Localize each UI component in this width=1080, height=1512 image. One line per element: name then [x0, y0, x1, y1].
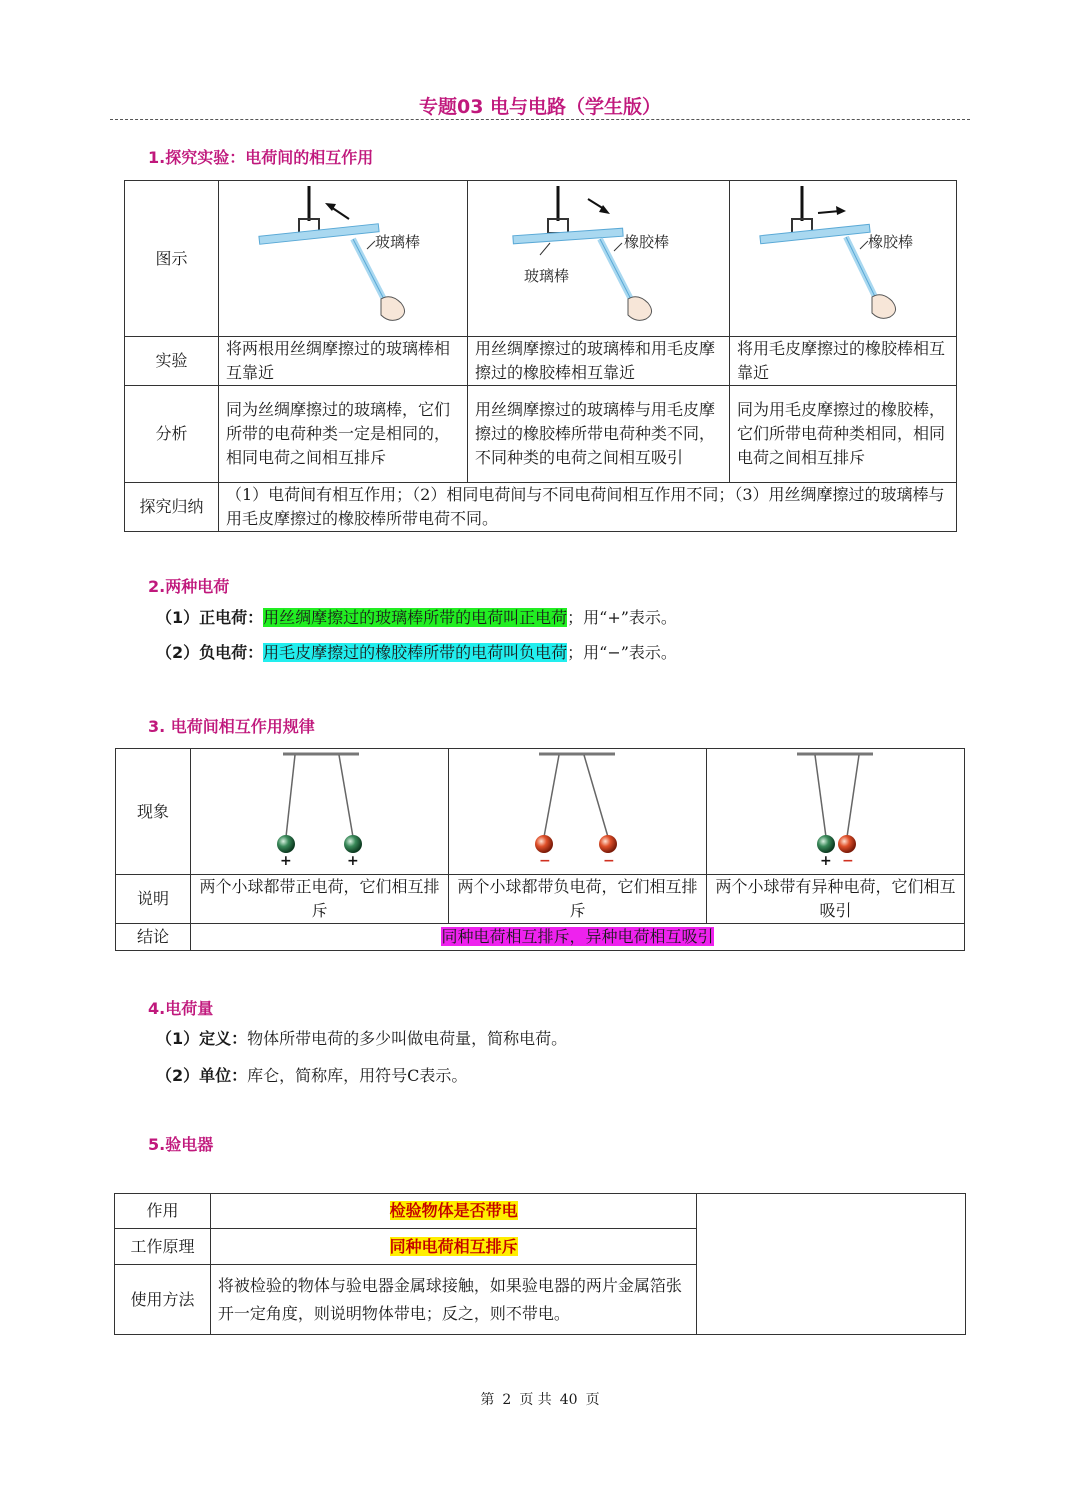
analysis-cell-3: 同为用毛皮摩擦过的橡胶棒，它们所带电荷种类相同，相同电荷之间相互排斥 — [730, 386, 957, 483]
definition-label: （1）定义： — [156, 1029, 248, 1048]
title-divider — [110, 119, 970, 120]
usage-cell: 将被检验的物体与验电器金属球接触，如果验电器的两片金属箔张开一定角度，则说明物体带电；反之，则不带电。 — [210, 1265, 696, 1335]
positive-charge-definition: 用丝绸摩擦过的玻璃棒所带的电荷叫正电荷 — [263, 608, 568, 627]
positive-charge-line — [156, 606, 677, 630]
footer-total-pages: 40 — [559, 1392, 578, 1408]
section1-heading: 1.探究实验：电荷间的相互作用 — [148, 148, 374, 167]
page-footer — [0, 1389, 1080, 1409]
analysis-cell-1: 同为丝绸摩擦过的玻璃棒，它们所带的电荷种类一定是相同的，相同电荷之间相互排斥 — [219, 386, 468, 483]
ball-figure-2 — [449, 749, 706, 867]
conclusion-text: 同种电荷相互排斥，异种电荷相互吸引 — [441, 927, 714, 946]
row-label-phenomenon: 现象 — [116, 749, 191, 875]
summary-cell: （1）电荷间有相互作用；（2）相同电荷间与不同电荷间相互作用不同；（3）用丝绸摩擦过的玻璃棒与用毛皮摩擦过的橡胶棒所带电荷不同。 — [219, 483, 957, 532]
page-title: 专题03 电与电路（学生版） — [418, 96, 662, 118]
experiment-cell-1: 将两根用丝绸摩擦过的玻璃棒相互靠近 — [219, 337, 468, 386]
definition-text: 物体所带电荷的多少叫做电荷量，简称电荷。 — [247, 1029, 568, 1048]
section2-heading: 2.两种电荷 — [148, 577, 230, 596]
row-label-summary: 探究归纳 — [125, 483, 219, 532]
figure-positive-repel — [191, 749, 449, 875]
plus-sign: + — [280, 853, 292, 867]
electroscope-image-cell — [697, 1194, 966, 1335]
ball-figure-3 — [707, 749, 964, 867]
plus-sign: + — [820, 853, 832, 867]
rod-figure-3 — [730, 181, 956, 329]
section3-heading: 3. 电荷间相互作用规律 — [148, 717, 315, 736]
row-label-experiment: 实验 — [125, 337, 219, 386]
definition-line — [156, 1027, 567, 1051]
minus-sign: − — [842, 853, 854, 867]
row-label-figure: 图示 — [125, 181, 219, 337]
label-glass-rod: 玻璃棒 — [375, 233, 421, 251]
footer-prefix: 第 — [480, 1392, 495, 1408]
row-label-conclusion: 结论 — [116, 924, 191, 951]
plus-sign: + — [347, 853, 359, 867]
figure-glass-glass — [219, 181, 468, 337]
unit-label: （2）单位： — [156, 1066, 248, 1085]
row-label-principle: 工作原理 — [115, 1229, 211, 1265]
row-label-analysis: 分析 — [125, 386, 219, 483]
footer-suffix: 页 — [585, 1392, 600, 1408]
principle-text: 同种电荷相互排斥 — [389, 1236, 518, 1256]
row-label-usage: 使用方法 — [115, 1265, 211, 1335]
figure-negative-repel — [449, 749, 707, 875]
figure-opposite-attract — [707, 749, 965, 875]
section4-heading: 4.电荷量 — [148, 999, 214, 1018]
row-label-explanation: 说明 — [116, 875, 191, 924]
positive-charge-label: （1）正电荷： — [156, 608, 264, 627]
negative-charge-line — [156, 641, 677, 665]
negative-charge-symbol: ；用“−”表示。 — [567, 643, 677, 662]
minus-sign: − — [603, 853, 615, 867]
function-cell — [210, 1194, 696, 1229]
negative-charge-definition: 用毛皮摩擦过的橡胶棒所带的电荷叫负电荷 — [263, 643, 568, 662]
explanation-cell-2: 两个小球都带负电荷，它们相互排斥 — [449, 875, 707, 924]
conclusion-cell — [191, 924, 965, 951]
section5-heading: 5.验电器 — [148, 1135, 214, 1154]
footer-middle: 页 共 — [519, 1392, 552, 1408]
figure-glass-rubber — [468, 181, 730, 337]
row-label-function: 作用 — [115, 1194, 211, 1229]
minus-sign: − — [539, 853, 551, 867]
principle-cell — [210, 1229, 696, 1265]
unit-text: 库仑，简称库，用符号C表示。 — [247, 1066, 468, 1085]
explanation-cell-3: 两个小球带有异种电荷，它们相互吸引 — [707, 875, 965, 924]
unit-line — [156, 1064, 467, 1088]
interaction-table — [115, 748, 965, 951]
positive-charge-symbol: ；用“+”表示。 — [567, 608, 677, 627]
experiment-table — [124, 180, 957, 532]
label-rubber-rod: 橡胶棒 — [624, 233, 670, 251]
footer-page-number: 2 — [502, 1392, 512, 1408]
figure-rubber-rubber — [730, 181, 957, 337]
rod-figure-2 — [468, 181, 729, 329]
rod-figure-1 — [219, 181, 467, 329]
experiment-cell-3: 将用毛皮摩擦过的橡胶棒相互靠近 — [730, 337, 957, 386]
negative-charge-label: （2）负电荷： — [156, 643, 264, 662]
label-rubber-rod: 橡胶棒 — [868, 233, 914, 251]
experiment-cell-2: 用丝绸摩擦过的玻璃棒和用毛皮摩擦过的橡胶棒相互靠近 — [468, 337, 730, 386]
electroscope-table — [114, 1193, 966, 1335]
ball-figure-1 — [191, 749, 448, 867]
analysis-cell-2: 用丝绸摩擦过的玻璃棒与用毛皮摩擦过的橡胶棒所带电荷种类不同，不同种类的电荷之间相互吸引 — [468, 386, 730, 483]
label-glass-rod: 玻璃棒 — [524, 267, 570, 285]
function-text: 检验物体是否带电 — [389, 1201, 518, 1220]
explanation-cell-1: 两个小球都带正电荷，它们相互排斥 — [191, 875, 449, 924]
